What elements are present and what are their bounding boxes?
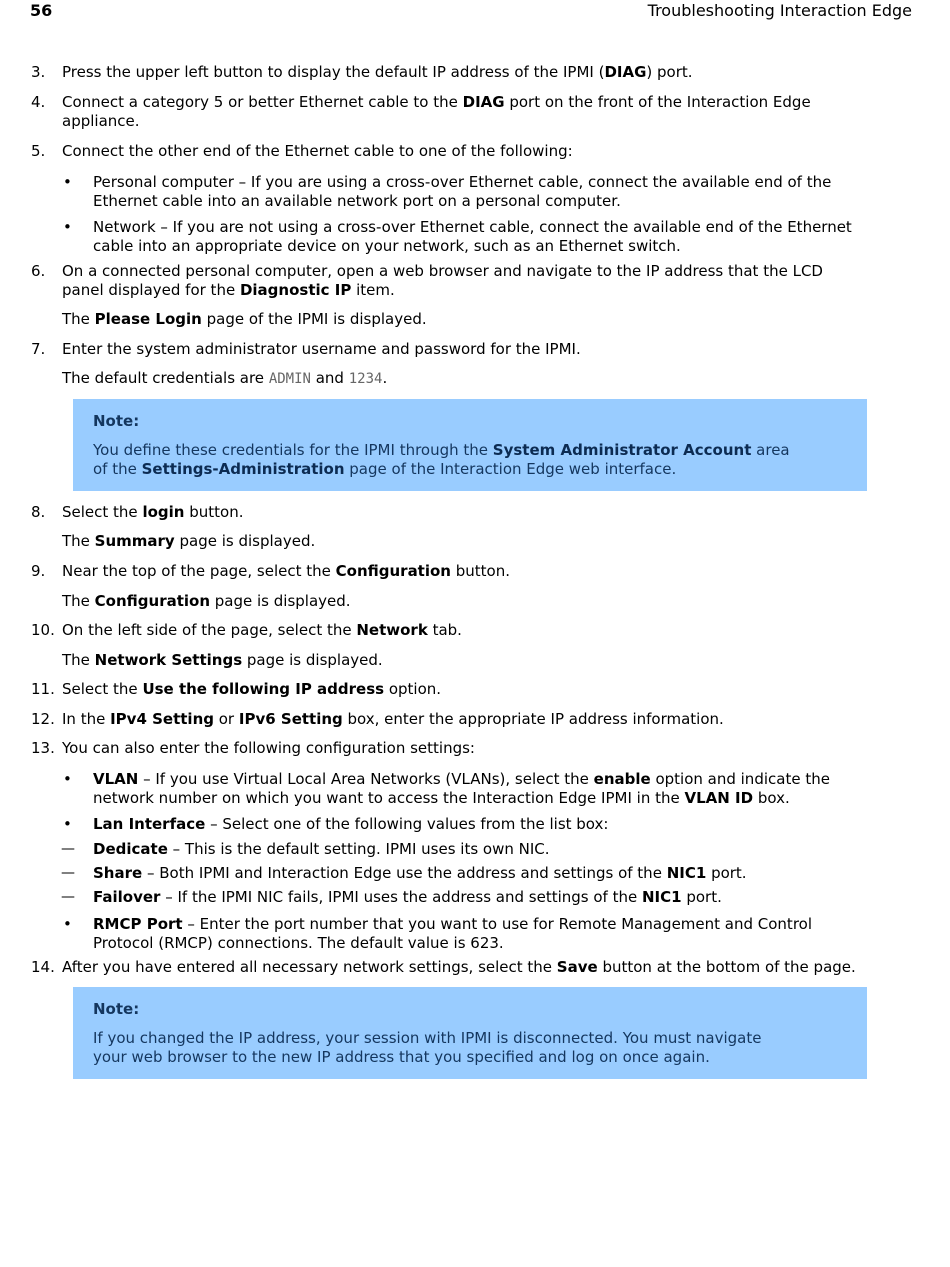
step-number: 7.: [31, 340, 46, 358]
step-number: 3.: [31, 63, 46, 81]
dash-item-text: Dedicate – This is the default setting. IPMI uses its own NIC.: [93, 840, 550, 858]
bullet-glyph: •: [63, 218, 72, 236]
dash-glyph: —: [61, 889, 75, 905]
step-text: Connect the other end of the Ethernet cable to one of the following:: [62, 142, 573, 160]
step-text: On a connected personal computer, open a web browser and navigate to the IP address that the LCD: [62, 262, 823, 280]
default-password: 1234: [348, 371, 383, 387]
step-text: After you have entered all necessary network settings, select the Save button at the bottom of the page.: [62, 958, 856, 976]
step-6-continuation: panel displayed for the Diagnostic IP item.: [62, 281, 395, 299]
step-number: 10.: [31, 621, 55, 639]
page-header: [30, 0, 912, 22]
step-6-result: The Please Login page of the IPMI is displayed.: [62, 310, 427, 328]
bullet-text: RMCP Port – Enter the port number that you want to use for Remote Management and Control: [93, 915, 812, 933]
bullet-text: Network – If you are not using a cross-over Ethernet cable, connect the available end of the Ethernet: [93, 218, 852, 236]
bullet-text-continuation: network number on which you want to access the Interaction Edge IPMI in the VLAN ID box.: [93, 789, 790, 807]
step-number: 5.: [31, 142, 46, 160]
bullet-text-continuation: cable into an appropriate device on your network, such as an Ethernet switch.: [93, 237, 681, 255]
step-text: In the IPv4 Setting or IPv6 Setting box, enter the appropriate IP address information.: [62, 710, 724, 728]
bullet-text: Lan Interface – Select one of the following values from the list box:: [93, 815, 609, 833]
step-number: 8.: [31, 503, 46, 521]
dash-item-text: Failover – If the IPMI NIC fails, IPMI uses the address and settings of the NIC1 port.: [93, 888, 722, 906]
step-text: On the left side of the page, select the Network tab.: [62, 621, 462, 639]
bullet-text-continuation: Ethernet cable into an available network port on a personal computer.: [93, 192, 621, 210]
step-text: Press the upper left button to display the default IP address of the IPMI (DIAG) port.: [62, 63, 693, 81]
bullet-glyph: •: [63, 815, 72, 833]
dash-glyph: —: [61, 865, 75, 881]
bullet-text: Personal computer – If you are using a cross-over Ethernet cable, connect the available end of the: [93, 173, 832, 191]
note-text: You define these credentials for the IPMI through the System Administrator Account area: [93, 441, 790, 459]
dash-glyph: —: [61, 841, 75, 857]
step-number: 12.: [31, 710, 55, 728]
step-text: Select the login button.: [62, 503, 244, 521]
note-text: of the Settings-Administration page of the Interaction Edge web interface.: [93, 460, 677, 478]
step-number: 4.: [31, 93, 46, 111]
step-number: 9.: [31, 562, 46, 580]
default-username: ADMIN: [268, 371, 311, 387]
note-title: Note:: [93, 1000, 140, 1018]
bullet-text: VLAN – If you use Virtual Local Area Networks (VLANs), select the enable option and indicate the: [93, 770, 830, 788]
running-title: Troubleshooting Interaction Edge: [647, 1, 912, 20]
step-text: Select the Use the following IP address option.: [62, 680, 442, 698]
bullet-glyph: •: [63, 770, 72, 788]
step-number: 13.: [31, 739, 55, 757]
step-9-result: The Configuration page is displayed.: [62, 592, 351, 610]
note-box-session-disconnect: [73, 987, 867, 1079]
bullet-glyph: •: [63, 915, 72, 933]
step-number: 14.: [31, 958, 55, 976]
page-number: 56: [30, 1, 53, 20]
step-text: You can also enter the following configuration settings:: [62, 739, 475, 757]
step-4-continuation: appliance.: [62, 112, 140, 130]
step-number: 11.: [31, 680, 55, 698]
step-text: Connect a category 5 or better Ethernet cable to the DIAG port on the front of the Interaction Edge: [62, 93, 811, 111]
note-text: If you changed the IP address, your session with IPMI is disconnected. You must navigate: [93, 1029, 762, 1047]
note-box-credentials: [73, 399, 867, 491]
bullet-text-continuation: Protocol (RMCP) connections. The default value is 623.: [93, 934, 504, 952]
bullet-glyph: •: [63, 173, 72, 191]
note-title: Note:: [93, 412, 140, 430]
step-text: Near the top of the page, select the Configuration button.: [62, 562, 510, 580]
step-number: 6.: [31, 262, 46, 280]
step-8-result: The Summary page is displayed.: [62, 532, 316, 550]
dash-item-text: Share – Both IPMI and Interaction Edge use the address and settings of the NIC1 port.: [93, 864, 747, 882]
note-text: your web browser to the new IP address that you specified and log on once again.: [93, 1048, 710, 1066]
step-7-result: The default credentials are ADMIN and 1234.: [62, 369, 388, 387]
step-text: Enter the system administrator username and password for the IPMI.: [62, 340, 581, 358]
step-10-result: The Network Settings page is displayed.: [62, 651, 383, 669]
